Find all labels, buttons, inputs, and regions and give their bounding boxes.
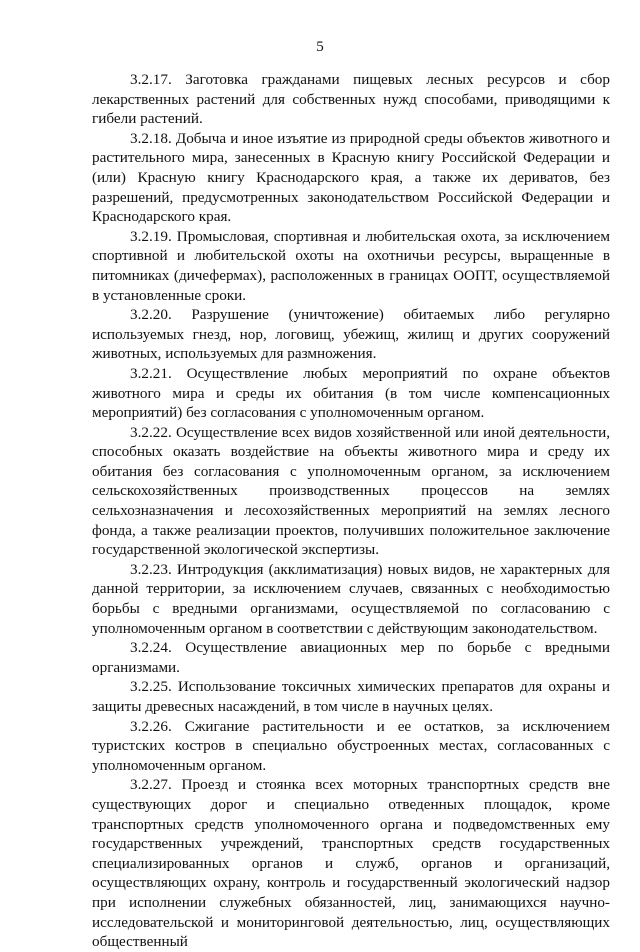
paragraph-3-2-25: 3.2.25. Использование токсичных химических препаратов для охраны и защиты древесных насаждений, в том числе в научных целях. [92,678,610,715]
page-number: 5 [316,39,324,55]
paragraph-3-2-27: 3.2.27. Проезд и стоянка всех моторных транспортных средств вне существующих дорог и специально отведенных площадок, кроме транспортных средств уполномоченного органа и подведомственных ему государственных учреждений, транспортных средств государственных специализированных органов и служб, органов и организаций, осуществляющих охрану, контроль и государственный экологический надзор при исполнении служебных обязанностей, лиц, занимающихся научно-исследовательской и мониторинговой деятельностью, лиц, осуществляющих общественный [92,776,610,951]
paragraph-3-2-19: 3.2.19. Промысловая, спортивная и любительская охота, за исключением спортивной и любительской охоты на охотничьи ресурсы, выращенные в питомниках (дичефермах), расположенных в границах ООПТ, осуществляемой в установленные сроки. [92,227,610,304]
paragraph-3-2-24: 3.2.24. Осуществление авиационных мер по борьбе с вредными организмами. [92,639,610,676]
paragraph-3-2-18: 3.2.18. Добыча и иное изъятие из природной среды объектов животного и растительного мира, занесенных в Красную книгу Российской Федерации и (или) Красную книгу Краснодарского края, а также их дериватов, без разрешений, предусмотренных законодательством Российской Федерации и Краснодарского края. [92,129,610,226]
paragraph-3-2-26: 3.2.26. Сжигание растительности и ее остатков, за исключением туристских костров в специально обустроенных местах, согласованных с уполномоченным органом. [92,717,610,774]
paragraph-3-2-22: 3.2.22. Осуществление всех видов хозяйственной или иной деятельности, способных оказать воздействие на объекты животного мира и среду их обитания без согласования с уполномоченным органом, за исключением сельскохозяйственных производственных процессов на землях сельхозназначения и лесохозяйственных мероприятий на землях лесного фонда, а также реализации проектов, получивших положительное заключение государственной экологической экспертизы. [92,423,610,559]
paragraph-3-2-21: 3.2.21. Осуществление любых мероприятий по охране объектов животного мира и среды их обитания (в том числе компенсационных мероприятий) без согласования с уполномоченным органом. [92,364,610,422]
paragraph-3-2-23: 3.2.23. Интродукция (акклиматизация) новых видов, не характерных для данной территории, за исключением случаев, связанных с необходимостью борьбы с вредными организмами, осуществляемой по согласованию с уполномоченным органом в соответствии с действующим законодательством. [92,560,610,637]
paragraph-3-2-17: 3.2.17. Заготовка гражданами пищевых лесных ресурсов и сбор лекарственных растений для собственных нужд способами, приводящими к гибели растений. [92,71,610,128]
paragraph-3-2-20: 3.2.20. Разрушение (уничтожение) обитаемых либо регулярно используемых гнезд, нор, логовищ, убежищ, жилищ и других сооружений животных, используемых для размножения. [92,306,610,363]
document-body [92,70,610,952]
